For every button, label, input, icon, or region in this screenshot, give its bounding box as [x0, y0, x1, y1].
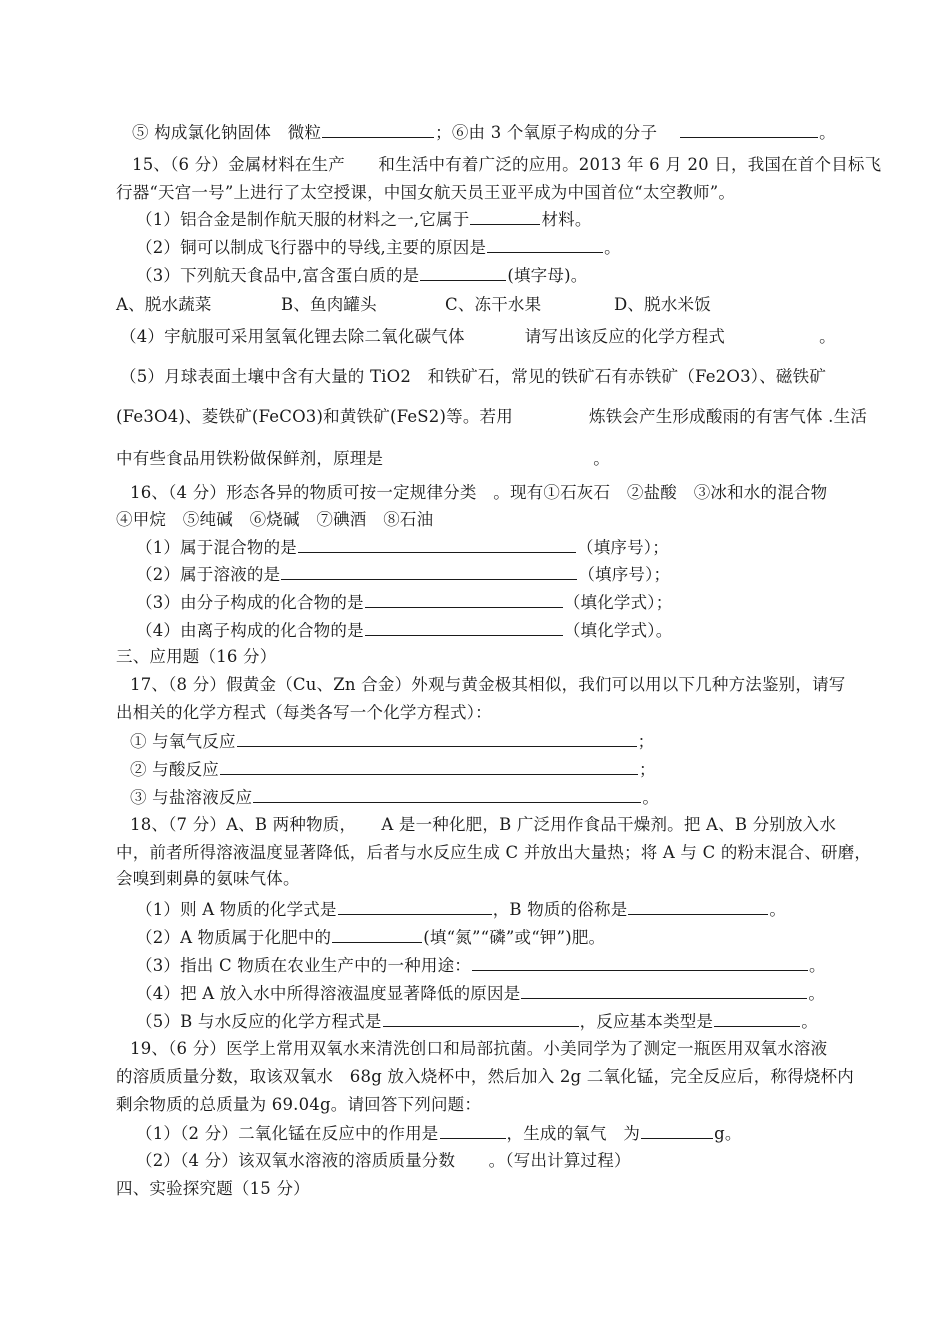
- text: （填序号）；: [577, 538, 669, 557]
- q18-part-2: [136, 926, 605, 949]
- text: ；: [638, 760, 656, 779]
- blank: [472, 954, 808, 971]
- blank: [322, 121, 434, 138]
- text: ③ 与盐溶液反应: [130, 788, 253, 807]
- q18-stem-2: 中，前者所得溶液温度显著降低，后者与水反应生成 C 并放出大量热；将 A 与 C 的粉末混合、研磨，: [116, 843, 872, 862]
- q19-part-2: （2）（4 分）该双氧水溶液的溶质质量分数 。（写出计算过程）: [136, 1151, 631, 1170]
- text: （3）指出 C 物质在农业生产中的一种用途：: [136, 956, 472, 975]
- text: 。: [604, 238, 621, 257]
- q17-part-2: [130, 758, 656, 781]
- q17-stem-1: 17、（8 分）假黄金（Cu、Zn 合金）外观与黄金极其相似，我们可以用以下几种方法鉴别，请写: [130, 675, 846, 694]
- blank: [487, 236, 603, 253]
- q18-part-5: [136, 1010, 818, 1033]
- text: ，反应基本类型是: [579, 1012, 714, 1031]
- text: 材料。: [541, 210, 592, 229]
- blank: [237, 730, 637, 747]
- text: （5）B 与水反应的化学方程式是: [136, 1012, 382, 1031]
- text: （3）由分子构成的化合物的是: [136, 593, 364, 612]
- q15-option-c: C、冻干水果: [445, 295, 542, 314]
- text: 。: [593, 449, 610, 468]
- q15-option-b: B、鱼肉罐头: [281, 295, 377, 314]
- q19-stem-3: 剩余物质的总质量为 69.04g。请回答下列问题：: [116, 1095, 482, 1114]
- text: （4）宇航服可采用氢氧化锂去除二氧化碳气体: [120, 327, 465, 346]
- q15-part-5-line-3: [116, 448, 610, 470]
- q15-part-5-line-2: [116, 406, 867, 428]
- text: （填化学式）；: [563, 593, 673, 612]
- text: （3）下列航天食品中,富含蛋白质的是: [136, 266, 420, 285]
- text: （1）则 A 物质的化学式是: [136, 900, 337, 919]
- text: （4）把 A 放入水中所得溶液温度显著降低的原因是: [136, 984, 521, 1003]
- text: 。: [808, 984, 826, 1003]
- blank: [440, 1122, 506, 1139]
- q18-stem-3: 会嗅到刺鼻的氨味气体。: [116, 869, 300, 888]
- blank: [365, 591, 563, 608]
- text: （1）属于混合物的是: [136, 538, 297, 557]
- text: ① 与氧气反应: [130, 732, 236, 751]
- text: (填“氮”“磷”或“钾”)肥。: [423, 928, 606, 947]
- q17-part-3: [130, 786, 659, 809]
- blank: [298, 536, 576, 553]
- blank: [680, 121, 818, 138]
- blank: [420, 264, 506, 281]
- q16-part-3: [136, 591, 672, 614]
- q16-part-1: [136, 536, 669, 559]
- text: （填化学式）。: [563, 621, 673, 640]
- blank: [470, 208, 540, 225]
- text: （填序号）；: [578, 565, 671, 584]
- q16-part-4: [136, 619, 672, 642]
- q15-part-2: [136, 236, 621, 259]
- q18-part-3: [136, 954, 826, 977]
- q19-stem-2: 的溶质质量分数，取该双氧水 68g 放入烧杯中，然后加入 2g 二氧化锰，完全反应后，称得烧杯内: [116, 1067, 854, 1086]
- q15-stem-2: 行器“天宫一号”上进行了太空授课，中国女航天员王亚平成为中国首位“太空教师”。: [116, 183, 736, 202]
- text: ；⑥由 3 个氧原子构成的分子: [435, 123, 658, 142]
- q16-part-2: [136, 563, 670, 586]
- q17-part-1: [130, 730, 654, 753]
- blank: [338, 898, 492, 915]
- text: ⑤ 构成氯化钠固体 微粒: [132, 123, 322, 142]
- blank: [220, 758, 638, 775]
- q18-part-4: [136, 982, 825, 1005]
- text: ② 与酸反应: [130, 760, 219, 779]
- text: 。: [819, 123, 836, 142]
- text: g。: [714, 1124, 742, 1143]
- q15-part-4: [120, 326, 836, 348]
- q18-part-1: [136, 898, 786, 921]
- q15-option-a: A、脱水蔬菜: [116, 295, 212, 314]
- text: （1）（2 分）二氧化锰在反应中的作用是: [136, 1124, 439, 1143]
- blank: [628, 898, 768, 915]
- q16-stem-2: ④甲烷 ⑤纯碱 ⑥烧碱 ⑦碘酒 ⑧石油: [116, 510, 434, 529]
- q18-stem-1: 18、（7 分）A、B 两种物质， A 是一种化肥，B 广泛用作食品干燥剂。把 A、B 分别放入水: [130, 815, 837, 834]
- blank: [641, 1122, 713, 1139]
- text: 。: [769, 900, 787, 919]
- q17-stem-2: 出相关的化学方程式（每类各写一个化学方程式）：: [116, 703, 492, 722]
- text: 。: [642, 788, 660, 807]
- blank: [281, 563, 577, 580]
- text: 。: [809, 956, 826, 975]
- blank: [365, 619, 563, 636]
- blank: [521, 982, 807, 999]
- blank: [253, 786, 641, 803]
- blank: [332, 926, 422, 943]
- text: (Fe3O4)、菱铁矿(FeCO3)和黄铁矿(FeS2)等。若用: [116, 407, 513, 426]
- q19-stem-1: 19、（6 分）医学上常用双氧水来清洗创口和局部抗菌。小美同学为了测定一瓶医用双氧水溶液: [130, 1039, 828, 1058]
- text: 。: [801, 1012, 818, 1031]
- text: ；: [637, 732, 655, 751]
- section-4-heading: 四、实验探究题（15 分）: [116, 1179, 310, 1198]
- text: (填字母)。: [507, 266, 588, 285]
- text: （2）铜可以制成飞行器中的导线,主要的原因是: [136, 238, 487, 257]
- text: 中有些食品用铁粉做保鲜剂，原理是: [116, 449, 384, 468]
- text: ，生成的氧气 为: [506, 1124, 641, 1143]
- text: 请写出该反应的化学方程式: [524, 327, 726, 346]
- q15-option-d: D、脱水米饭: [614, 295, 711, 314]
- text: （2）属于溶液的是: [136, 565, 281, 584]
- q19-part-1: [136, 1122, 742, 1145]
- section-3-heading: 三、应用题（16 分）: [116, 647, 277, 666]
- q15-stem-1: 15、（6 分）金属材料在生产 和生活中有着广泛的应用。2013 年 6 月 20 日，我国在首个目标飞: [132, 155, 882, 174]
- q14-line-5-6: [132, 121, 836, 144]
- blank: [383, 1010, 579, 1027]
- text: （2）A 物质属于化肥中的: [136, 928, 332, 947]
- q16-stem-1: 16、（4 分）形态各异的物质可按一定规律分类 。现有①石灰石 ②盐酸 ③冰和水的混合物: [130, 483, 828, 502]
- text: （1）铝合金是制作航天服的材料之一,它属于: [136, 210, 470, 229]
- q15-part-1: [136, 208, 592, 231]
- text: ，B 物质的俗称是: [492, 900, 628, 919]
- blank: [714, 1010, 800, 1027]
- text: 炼铁会产生形成酸雨的有害气体 .生活: [588, 407, 868, 426]
- q15-part-3: [136, 264, 587, 287]
- text: 。: [819, 327, 836, 346]
- text: （4）由离子构成的化合物的是: [136, 621, 364, 640]
- q15-part-5-line-1: （5）月球表面土壤中含有大量的 TiO2 和铁矿石，常见的铁矿石有赤铁矿（Fe2O3）、磁铁矿: [120, 367, 827, 386]
